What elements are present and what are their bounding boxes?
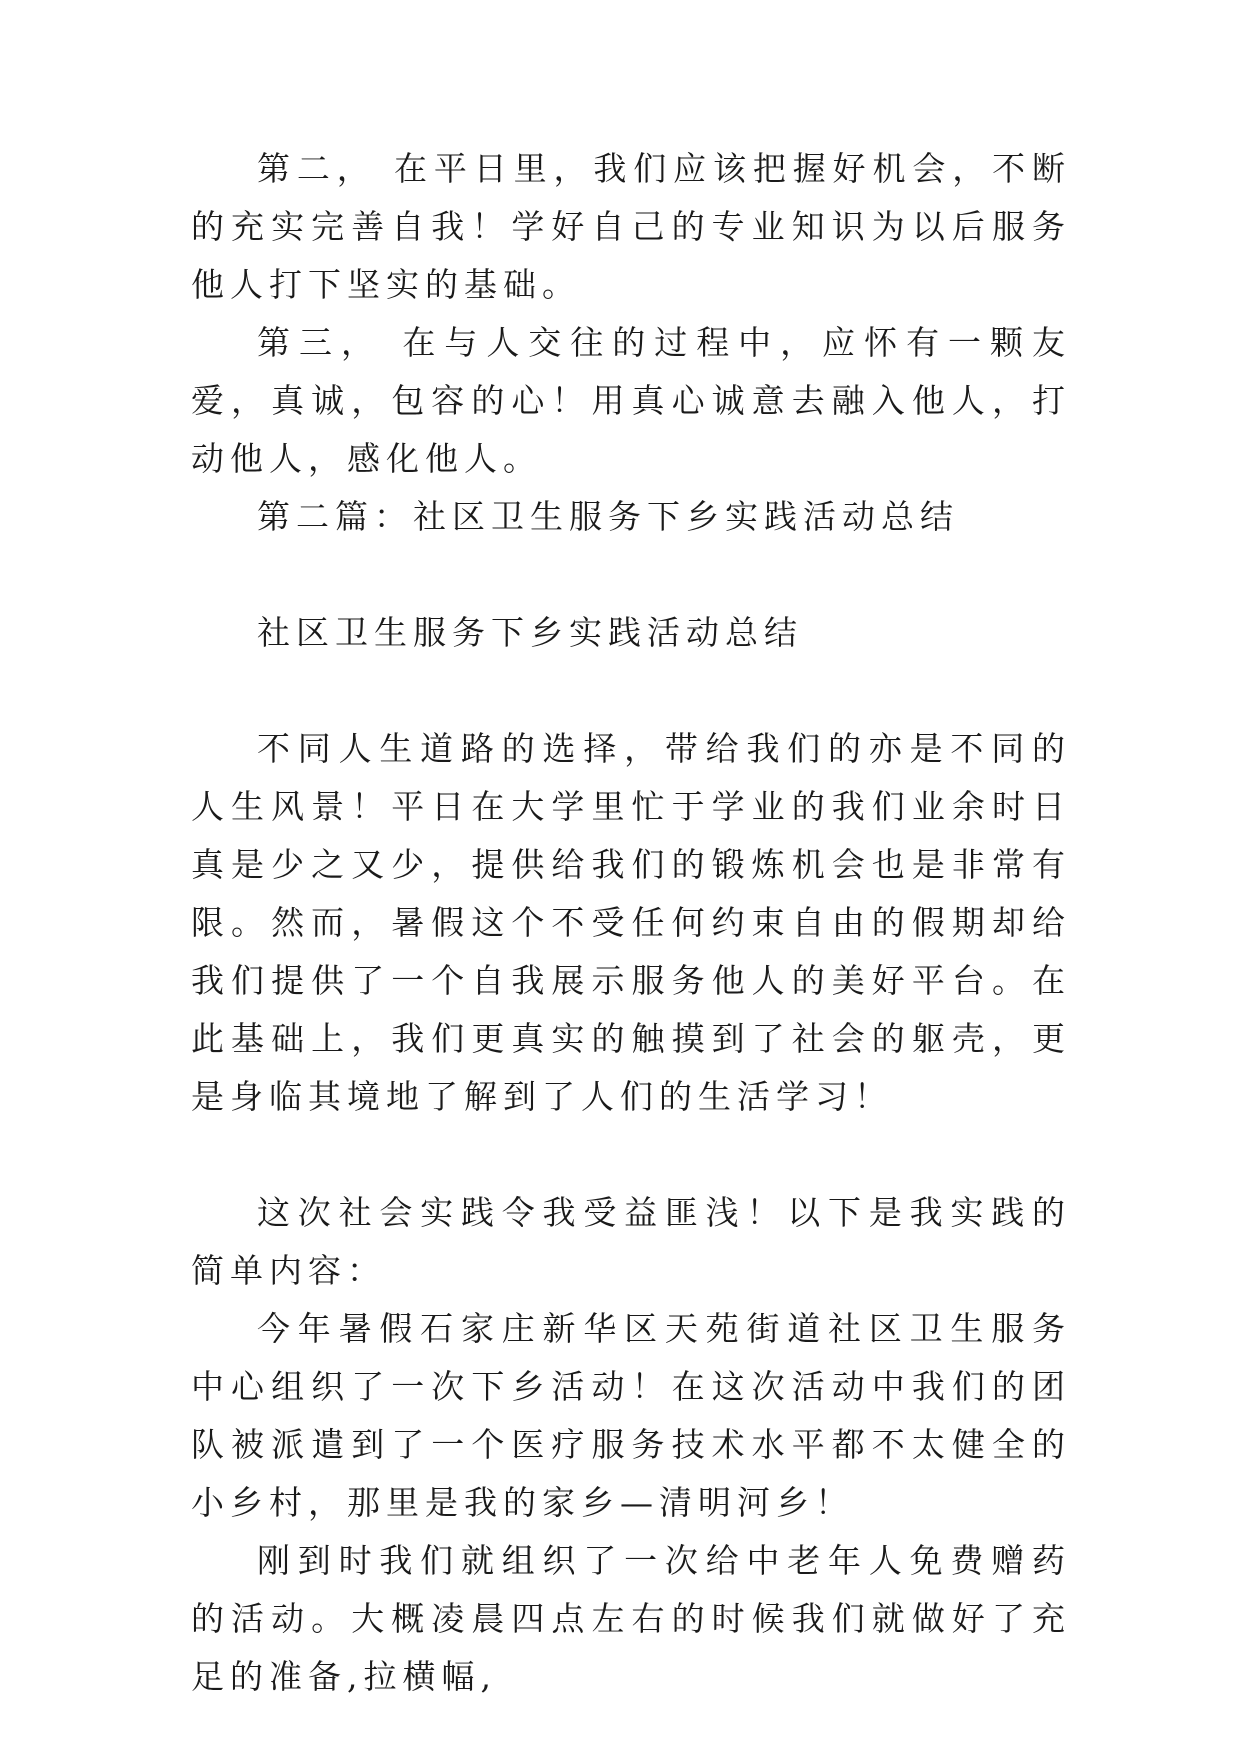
blank-line — [191, 546, 1071, 604]
paragraph-intro: 不同人生道路的选择，带给我们的亦是不同的人生风景！平日在大学里忙于学业的我们业余时日真是少之又少，提供给我们的锻炼机会也是非常有限。然而，暑假这个不受任何约束自由的假期却给我们提供了一个自我展示服务他人的美好平台。在此基础上，我们更真实的触摸到了社会的躯壳，更是身临其境地了解到了人们的生活学习！ — [191, 729, 1071, 1116]
paragraph-free-medicine: 刚到时我们就组织了一次给中老年人免费赠药的活动。大概凌晨四点左右的时候我们就做好了充足的准备,拉横幅, — [191, 1541, 1071, 1696]
paragraph-summary-lead: 这次社会实践令我受益匪浅！以下是我实践的简单内容： — [191, 1193, 1071, 1290]
paragraph-third-point: 第三， 在与人交往的过程中，应怀有一颗友爱，真诚，包容的心！用真心诚意去融入他人，打动他人，感化他人。 — [191, 323, 1071, 478]
blank-line — [191, 662, 1071, 720]
paragraph-second-point: 第二， 在平日里，我们应该把握好机会，不断的充实完善自我！学好自己的专业知识为以后服务他人打下坚实的基础。 — [191, 149, 1071, 304]
article-title: 社区卫生服务下乡实践活动总结 — [257, 613, 803, 652]
document-body — [191, 140, 1071, 1706]
paragraph-activity: 今年暑假石家庄新华区天苑街道社区卫生服务中心组织了一次下乡活动！在这次活动中我们的团队被派遣到了一个医疗服务技术水平都不太健全的小乡村，那里是我的家乡—清明河乡！ — [191, 1309, 1071, 1522]
section-heading: 第二篇：社区卫生服务下乡实践活动总结 — [257, 497, 959, 536]
blank-line — [191, 1126, 1071, 1184]
